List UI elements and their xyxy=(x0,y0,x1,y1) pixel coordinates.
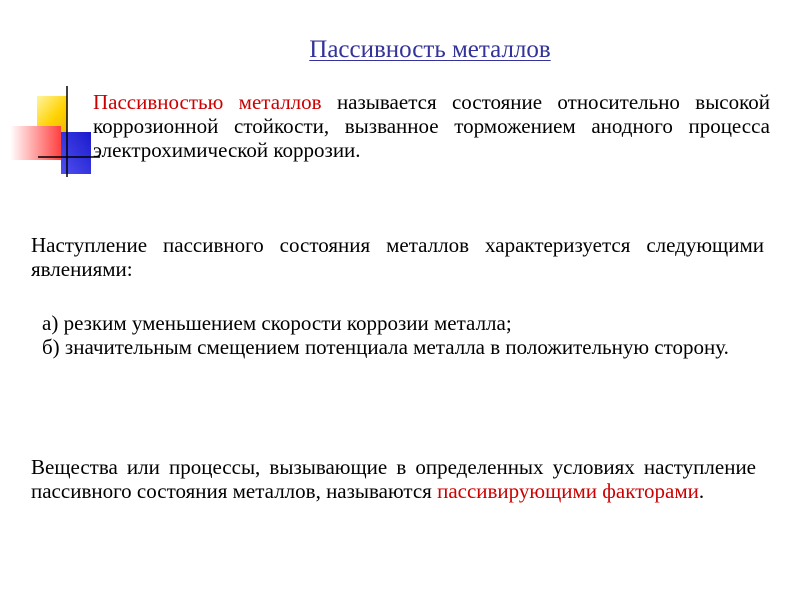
phenomena-intro: Наступление пассивного состояния металлов характеризуется следующими явлениями: xyxy=(31,233,764,281)
definition-paragraph xyxy=(93,90,770,162)
factors-text: Вещества или процессы, вызывающие в определенных условиях наступление пассивного состояния металлов, называются xyxy=(31,455,756,503)
red-square xyxy=(10,126,61,160)
list-item: б) значительным смещением потенциала металла в положительную сторону. xyxy=(42,335,729,359)
definition-text: называется состояние относительно высокой коррозионной стойкости, вызванное торможением анодного процесса электрохимической коррозии. xyxy=(93,90,771,162)
factors-paragraph xyxy=(31,455,756,503)
factors-end: . xyxy=(698,479,705,503)
definition-term: Пассивностью металлов xyxy=(93,90,322,114)
factors-term: пассивирующими факторами xyxy=(437,479,699,503)
blue-square xyxy=(61,132,91,174)
page-title: Пассивность металлов xyxy=(309,36,551,63)
phenomena-list xyxy=(42,311,757,359)
list-item: а) резким уменьшением скорости коррозии металла; xyxy=(42,311,512,335)
